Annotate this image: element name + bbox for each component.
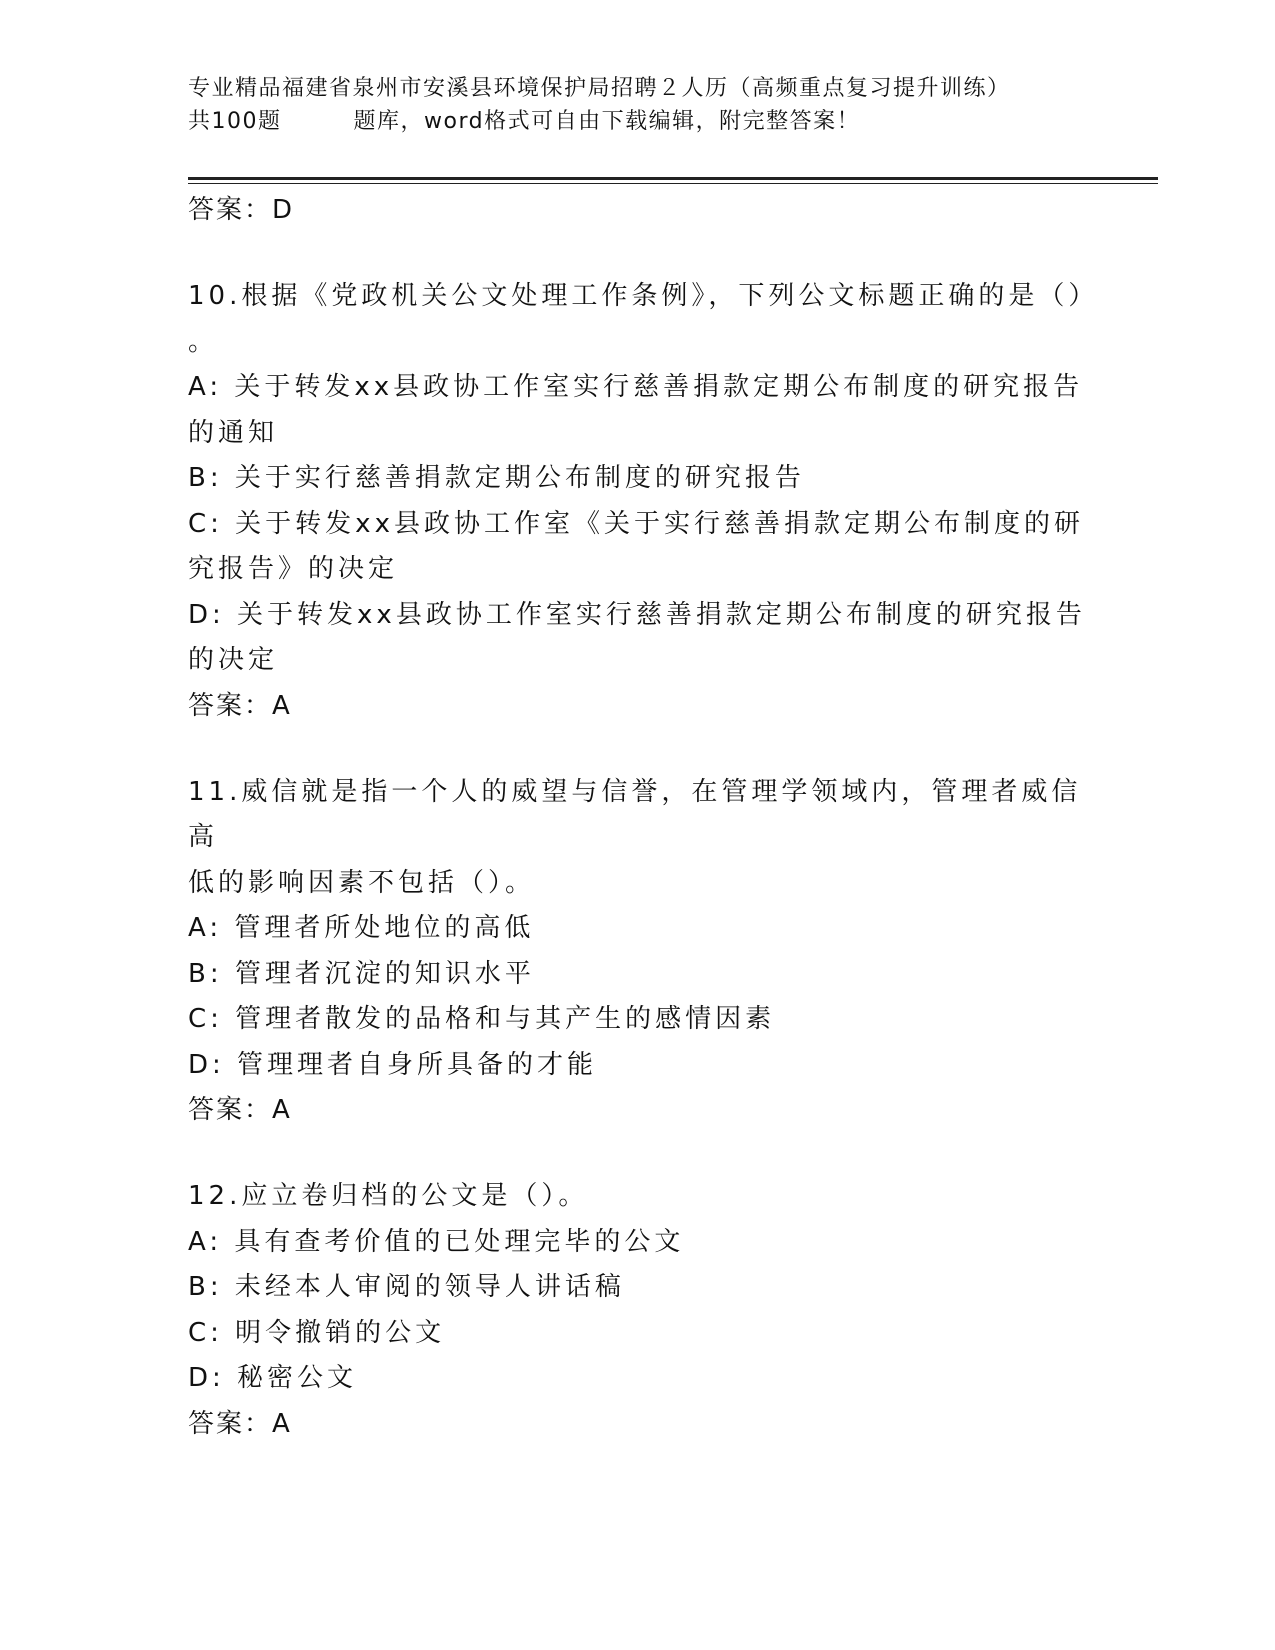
- option-a: A: 管理者所处地位的高低: [188, 913, 535, 943]
- document-body: [188, 190, 1099, 1444]
- question-stem-continued: 。: [188, 326, 219, 357]
- question-stem: 12.应立卷归档的公文是（）。: [188, 1181, 589, 1211]
- option-a: A: 具有查考价值的已处理完毕的公文: [188, 1226, 685, 1257]
- header-count: 共100题: [188, 109, 282, 134]
- header-subtitle-line: [188, 105, 1148, 138]
- header-title-line: 专业精品福建省泉州市安溪县环境保护局招聘２人历（高频重点复习提升训练）: [188, 76, 1011, 101]
- question-stem: 10.根据《党政机关公文处理工作条例》，下列公文标题正确的是（）: [188, 281, 1099, 311]
- question-11: [188, 770, 1088, 1131]
- question-stem: 11.威信就是指一个人的威望与信誉，在管理学领域内，管理者威信高: [188, 776, 1082, 852]
- question-12: [188, 1174, 1088, 1444]
- option-a: A: 关于转发xx县政协工作室实行慈善捐款定期公布制度的研究报告: [188, 372, 1084, 402]
- option-c-continued: 究报告》的决定: [188, 554, 399, 584]
- option-d: D: 关于转发xx县政协工作室实行慈善捐款定期公布制度的研究报告: [188, 599, 1086, 630]
- option-b: B: 关于实行慈善捐款定期公布制度的研究报告: [188, 463, 805, 493]
- header-description: 题库，word格式可自由下载编辑，附完整答案！: [353, 109, 861, 134]
- question-stem-continued: 低的影响因素不包括（）。: [188, 867, 536, 898]
- question-answer: 答案：A: [188, 690, 292, 721]
- header-divider-thin: [188, 183, 1158, 184]
- header-divider-thick: [188, 177, 1158, 180]
- option-d: D: 管理理者自身所具备的才能: [188, 1049, 598, 1080]
- document-header: [188, 72, 1148, 138]
- question-answer: 答案：A: [188, 1095, 292, 1125]
- option-d: D: 秘密公文: [188, 1363, 358, 1393]
- option-c: C: 管理者散发的品格和与其产生的感情因素: [188, 1004, 776, 1034]
- option-c: C: 明令撤销的公文: [188, 1317, 446, 1348]
- option-a-continued: 的通知: [188, 417, 279, 448]
- option-b: B: 管理者沉淀的知识水平: [188, 958, 535, 989]
- option-d-continued: 的决定: [188, 645, 279, 675]
- option-c: C: 关于转发xx县政协工作室《关于实行慈善捐款定期公布制度的研: [188, 508, 1084, 539]
- option-b: B: 未经本人审阅的领导人讲话稿: [188, 1272, 625, 1302]
- previous-question-answer: 答案：D: [188, 195, 295, 225]
- question-answer: 答案：A: [188, 1408, 292, 1439]
- question-10: [188, 274, 1099, 726]
